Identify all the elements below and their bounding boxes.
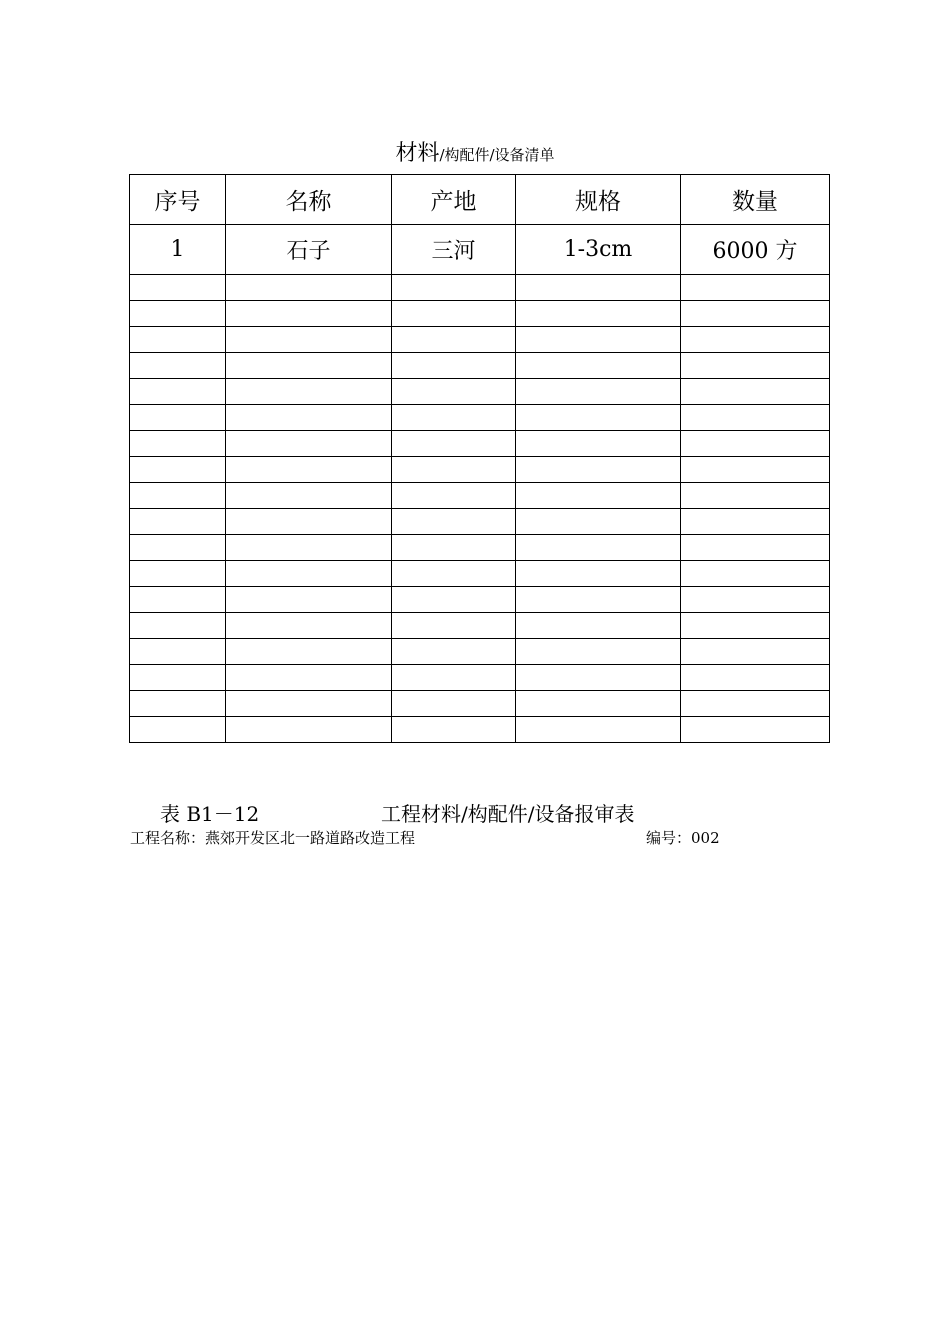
table-row [130,379,830,405]
empty-cell [226,457,392,483]
empty-cell [681,665,830,691]
empty-cell [516,457,681,483]
table-row [130,561,830,587]
header-quantity: 数量 [681,175,830,225]
empty-cell [392,457,516,483]
table-row [130,691,830,717]
empty-cell [681,353,830,379]
empty-cell [516,587,681,613]
empty-cell [681,561,830,587]
header-name: 名称 [226,175,392,225]
material-list-title [0,136,950,167]
empty-cell [516,431,681,457]
empty-cell [130,431,226,457]
empty-cell [392,561,516,587]
empty-cell [226,639,392,665]
empty-cell [226,275,392,301]
table-row [130,301,830,327]
table-row [130,509,830,535]
empty-cell [681,613,830,639]
empty-cell [130,301,226,327]
empty-cell [516,535,681,561]
project-name: 工程名称：燕郊开发区北一路道路改造工程 [130,829,416,847]
empty-cell [130,483,226,509]
empty-cell [681,535,830,561]
empty-cell [130,379,226,405]
table-row [130,327,830,353]
table-row [130,613,830,639]
empty-cell [392,717,516,743]
empty-cell [130,561,226,587]
empty-cell [130,665,226,691]
empty-cell [130,535,226,561]
empty-cell [130,353,226,379]
table-row [130,483,830,509]
empty-cell [226,301,392,327]
empty-cell [392,587,516,613]
header-serial-number: 序号 [130,175,226,225]
empty-cell [226,665,392,691]
empty-cell [392,691,516,717]
material-list-table [129,174,830,743]
empty-cell [516,509,681,535]
empty-cell [392,665,516,691]
empty-cell [392,301,516,327]
empty-cell [516,379,681,405]
table-row [130,353,830,379]
empty-cell [226,587,392,613]
empty-cell [130,613,226,639]
empty-cell [392,405,516,431]
cell-quantity: 6000 方 [681,225,830,275]
empty-cell [681,509,830,535]
empty-cell [681,405,830,431]
empty-cell [516,353,681,379]
empty-cell [516,275,681,301]
empty-cell [681,275,830,301]
empty-cell [226,509,392,535]
empty-cell [226,379,392,405]
empty-cell [516,717,681,743]
table-row [130,717,830,743]
empty-cell [516,405,681,431]
list-title-rest: /构配件/设备清单 [439,146,555,164]
table-row [130,457,830,483]
table-row [130,431,830,457]
empty-cell [226,483,392,509]
table-row [130,587,830,613]
empty-cell [392,509,516,535]
empty-cell [226,561,392,587]
empty-cell [226,613,392,639]
empty-cell [130,717,226,743]
empty-cell [226,691,392,717]
empty-cell [516,327,681,353]
empty-cell [130,639,226,665]
empty-cell [130,405,226,431]
empty-cell [226,431,392,457]
empty-cell [516,483,681,509]
empty-cell [681,639,830,665]
empty-cell [226,327,392,353]
empty-cell [681,717,830,743]
empty-cell [681,431,830,457]
empty-cell [681,301,830,327]
empty-cell [392,639,516,665]
empty-cell [681,691,830,717]
empty-cell [226,535,392,561]
header-origin: 产地 [392,175,516,225]
empty-cell [516,639,681,665]
empty-cell [392,353,516,379]
cell-origin: 三河 [392,225,516,275]
empty-cell [392,431,516,457]
document-number: 编号：002 [646,829,720,847]
empty-cell [516,691,681,717]
empty-cell [681,457,830,483]
empty-cell [226,405,392,431]
table-row [130,665,830,691]
empty-cell [392,535,516,561]
form-code: 表 B1－12 [160,802,260,826]
table-row [130,639,830,665]
empty-cell [130,457,226,483]
table-row [130,225,830,275]
empty-cell [516,613,681,639]
empty-cell [130,327,226,353]
empty-cell [130,275,226,301]
cell-name: 石子 [226,225,392,275]
list-title-main: 材料 [395,141,440,166]
header-specification: 规格 [516,175,681,225]
empty-cell [392,483,516,509]
table-row [130,535,830,561]
empty-cell [392,613,516,639]
cell-specification: 1-3cm [516,225,681,275]
empty-cell [392,327,516,353]
table-row [130,405,830,431]
empty-cell [226,353,392,379]
empty-cell [392,275,516,301]
cell-serial-number: 1 [130,225,226,275]
empty-cell [681,483,830,509]
empty-cell [681,327,830,353]
empty-cell [130,691,226,717]
table-header-row [130,175,830,225]
form-title: 工程材料/构配件/设备报审表 [381,802,635,826]
table-row [130,275,830,301]
empty-cell [516,561,681,587]
empty-cell [392,379,516,405]
empty-cell [681,587,830,613]
empty-cell [226,717,392,743]
empty-cell [130,509,226,535]
empty-cell [130,587,226,613]
empty-cell [681,379,830,405]
empty-cell [516,301,681,327]
empty-cell [516,665,681,691]
